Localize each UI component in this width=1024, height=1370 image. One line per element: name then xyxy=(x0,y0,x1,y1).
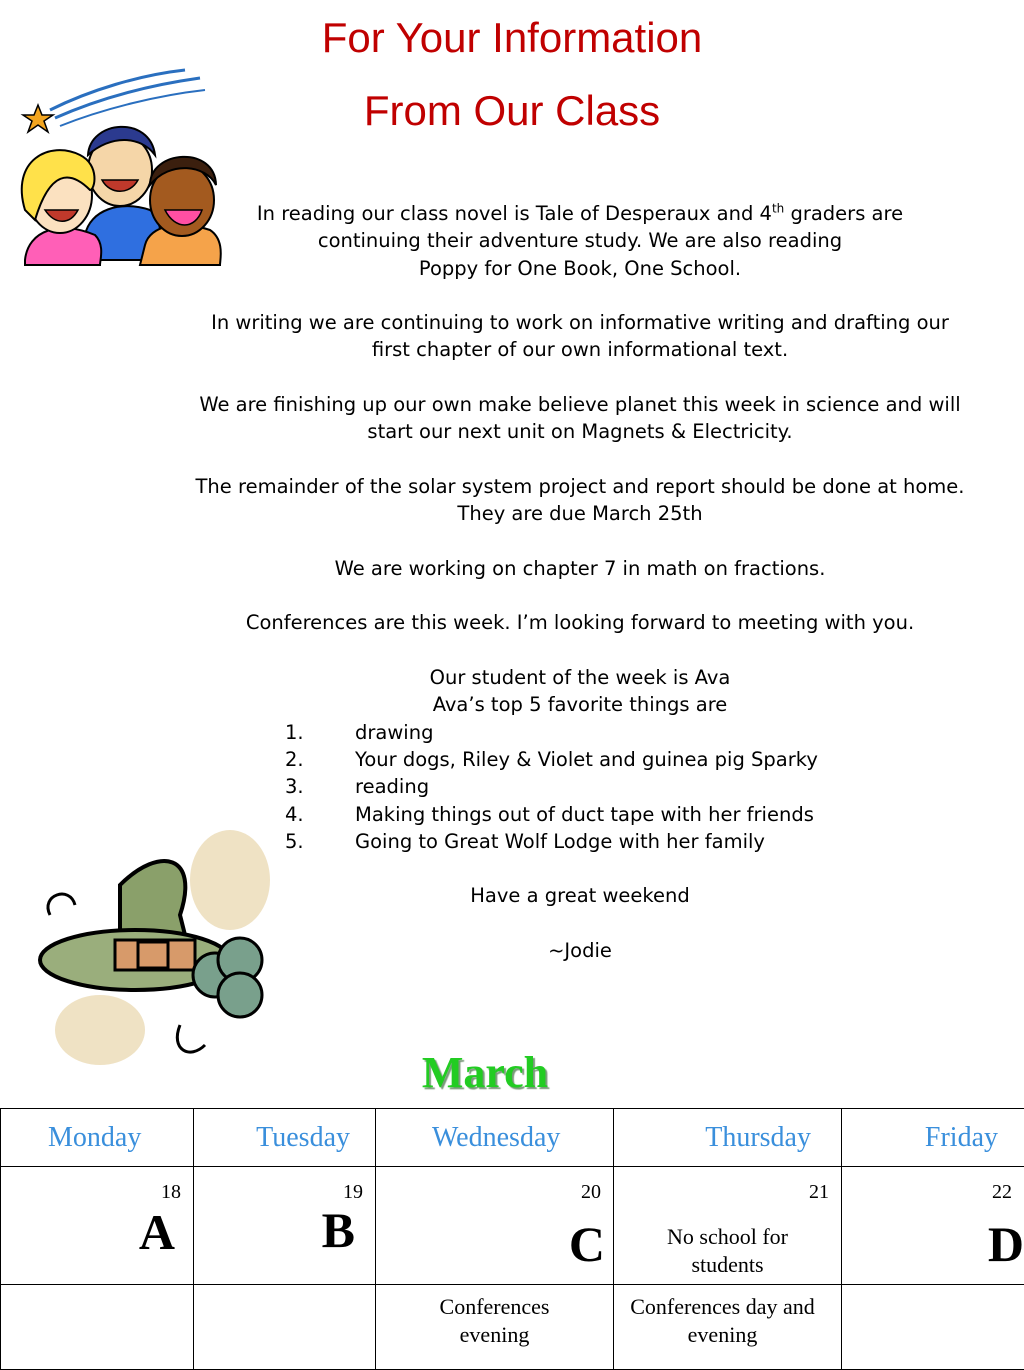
conferences-line: Conferences are this week. I’m looking forward to meeting with you. xyxy=(160,609,1000,636)
reading-paragraph: In reading our class novel is Tale of Desperaux and 4th graders are xyxy=(160,200,1000,227)
signature: ~Jodie xyxy=(160,937,1000,964)
newsletter-body xyxy=(160,200,1000,964)
day-cell-20 xyxy=(376,1167,614,1285)
favorites-intro: Ava’s top 5 favorite things are xyxy=(160,691,1000,718)
event-cell xyxy=(194,1285,376,1370)
list-item: 2. Your dogs, Riley & Violet and guinea pig Sparky xyxy=(285,746,1000,773)
writing-line-1: In writing we are continuing to work on informative writing and drafting our xyxy=(160,309,1000,336)
event-cell xyxy=(1,1285,194,1370)
project-line-1: The remainder of the solar system project and report should be done at home. xyxy=(160,473,1000,500)
closing-line: Have a great weekend xyxy=(160,882,1000,909)
day-cell-18 xyxy=(1,1167,194,1285)
page-subtitle: From Our Class xyxy=(0,90,1024,132)
weekday-monday: Monday xyxy=(1,1109,194,1167)
list-item: 1. drawing xyxy=(285,719,1000,746)
page-title: For Your Information xyxy=(0,17,1024,59)
science-line-1: We are finishing up our own make believe planet this week in science and will xyxy=(160,391,1000,418)
date-number: 21 xyxy=(809,1181,829,1204)
no-school-note: No school for students xyxy=(614,1223,841,1279)
reading-line-2: continuing their adventure study. We are also reading xyxy=(160,227,1000,254)
weekday-thursday: Thursday xyxy=(614,1109,842,1167)
date-number: 20 xyxy=(581,1181,601,1204)
leprechaun-hat-shamrock-icon xyxy=(30,825,280,1075)
list-item: 4. Making things out of duct tape with her friends xyxy=(285,801,1000,828)
day-letter: A xyxy=(139,1207,175,1257)
day-letter: D xyxy=(988,1219,1024,1269)
weekday-wednesday: Wednesday xyxy=(376,1109,614,1167)
day-cell-22 xyxy=(842,1167,1024,1285)
date-number: 19 xyxy=(343,1181,363,1204)
list-item: 5. Going to Great Wolf Lodge with her family xyxy=(285,828,1000,855)
weekday-friday: Friday xyxy=(842,1109,1024,1167)
project-line-2: They are due March 25th xyxy=(160,500,1000,527)
list-item: 3. reading xyxy=(285,773,1000,800)
calendar-month: March xyxy=(0,1047,970,1098)
event-cell: Conferences day and evening xyxy=(614,1285,842,1370)
math-line: We are working on chapter 7 in math on fractions. xyxy=(160,555,1000,582)
favorites-list xyxy=(285,719,1000,855)
writing-line-2: first chapter of our own informational text. xyxy=(160,336,1000,363)
event-cell: Conferences evening xyxy=(376,1285,614,1370)
weekday-tuesday: Tuesday xyxy=(194,1109,376,1167)
date-number: 18 xyxy=(161,1181,181,1204)
event-cell xyxy=(842,1285,1024,1370)
reading-line-3: Poppy for One Book, One School. xyxy=(160,255,1000,282)
day-letter: C xyxy=(569,1219,605,1269)
day-cell-21 xyxy=(614,1167,842,1285)
calendar-table xyxy=(0,1108,1024,1370)
day-letter: B xyxy=(322,1205,355,1255)
day-cell-19 xyxy=(194,1167,376,1285)
student-of-week: Our student of the week is Ava xyxy=(160,664,1000,691)
date-number: 22 xyxy=(992,1181,1012,1204)
science-line-2: start our next unit on Magnets & Electricity. xyxy=(160,418,1000,445)
